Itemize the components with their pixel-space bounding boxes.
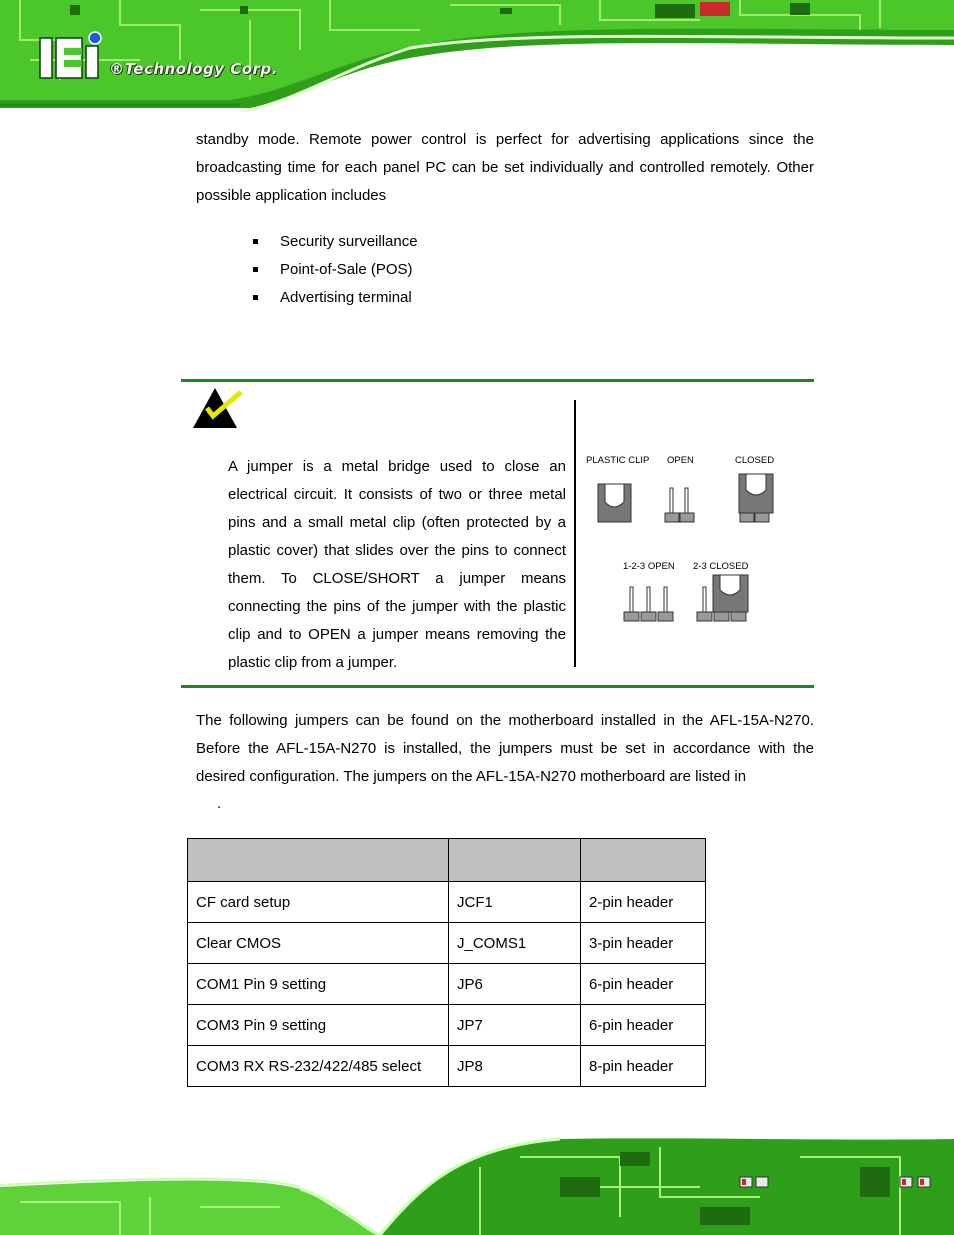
table-cell-type: 6-pin header	[581, 964, 706, 1005]
table-cell-label: J_COMS1	[449, 923, 581, 964]
table-cell-label: JCF1	[449, 882, 581, 923]
jumper-note-text: A jumper is a metal bridge used to close an electrical circuit. It consists of two or three metal pins and a small metal clip (often protected by a plastic cover) that slides over the pins to connect them. To CLOSE/SHORT a jumper means connecting the pins of the jumper with the plastic clip and to OPEN a jumper means removing the plastic clip from a jumper.	[228, 458, 566, 671]
trailing-period: .	[217, 795, 222, 812]
jumper-table	[187, 838, 706, 1087]
list-item-label: Advertising terminal	[280, 289, 412, 306]
table-cell-description: COM3 Pin 9 setting	[188, 1005, 449, 1046]
open-jumper-icon	[665, 488, 694, 522]
table-header-cell	[449, 839, 581, 882]
page-footer-banner	[0, 1127, 954, 1235]
page-header-banner	[0, 0, 954, 112]
list-item-label: Security surveillance	[280, 233, 418, 250]
table-cell-type: 8-pin header	[581, 1046, 706, 1087]
note-divider	[574, 400, 576, 667]
label-23-closed: 2-3 CLOSED	[693, 561, 749, 572]
label-123-open: 1-2-3 OPEN	[623, 561, 675, 572]
list-item	[252, 284, 418, 312]
bullet-square-icon	[253, 295, 258, 300]
table-cell-description: COM1 Pin 9 setting	[188, 964, 449, 1005]
jumper-diagram	[584, 450, 804, 635]
circuit-board-footer	[0, 1127, 954, 1235]
table-row	[188, 1046, 706, 1087]
label-open: OPEN	[667, 455, 694, 466]
bullet-square-icon	[253, 267, 258, 272]
table-header-cell	[581, 839, 706, 882]
table-row	[188, 1005, 706, 1046]
label-plastic-clip: PLASTIC CLIP	[586, 455, 650, 466]
table-row	[188, 923, 706, 964]
table-header-row	[188, 839, 706, 882]
list-item	[252, 228, 418, 256]
table-cell-type: 2-pin header	[581, 882, 706, 923]
checkmark-note-icon	[191, 386, 247, 435]
table-cell-type: 6-pin header	[581, 1005, 706, 1046]
intro-paragraph	[196, 126, 814, 210]
table-cell-label: JP6	[449, 964, 581, 1005]
table-cell-type: 3-pin header	[581, 923, 706, 964]
jumpers-intro-paragraph	[196, 707, 814, 791]
circuit-board-banner	[0, 0, 954, 112]
table-cell-description: COM3 RX RS-232/422/485 select	[188, 1046, 449, 1087]
intro-text: standby mode. Remote power control is perfect for advertising applications since the broadcasting time for each panel PC can be set individually and controlled remotely. Other possible application includes	[196, 131, 814, 204]
table-cell-label: JP8	[449, 1046, 581, 1087]
table-header-cell	[188, 839, 449, 882]
application-list	[252, 228, 418, 312]
table-cell-description: CF card setup	[188, 882, 449, 923]
plastic-clip-icon	[598, 484, 631, 522]
jumpers-intro-text: The following jumpers can be found on the motherboard installed in the AFL-15A-N270. Before the AFL-15A-N270 is installed, the jumpers must be set in accordance with the desired configuration. The jumpers on the AFL-15A-N270 motherboard are listed in	[196, 712, 814, 785]
table-row	[188, 964, 706, 1005]
table-row	[188, 882, 706, 923]
label-closed: CLOSED	[735, 455, 775, 466]
note-bottom-rule	[181, 685, 814, 688]
closed-jumper-icon	[739, 474, 773, 522]
note-top-rule	[181, 379, 814, 382]
list-item	[252, 256, 418, 284]
closed-3pin-jumper-icon	[697, 575, 748, 621]
table-cell-label: JP7	[449, 1005, 581, 1046]
table-cell-description: Clear CMOS	[188, 923, 449, 964]
company-name: ®Technology Corp.	[109, 60, 278, 78]
open-3pin-jumper-icon	[624, 587, 673, 621]
bullet-square-icon	[253, 239, 258, 244]
list-item-label: Point-of-Sale (POS)	[280, 261, 413, 278]
iei-logo	[40, 32, 101, 78]
